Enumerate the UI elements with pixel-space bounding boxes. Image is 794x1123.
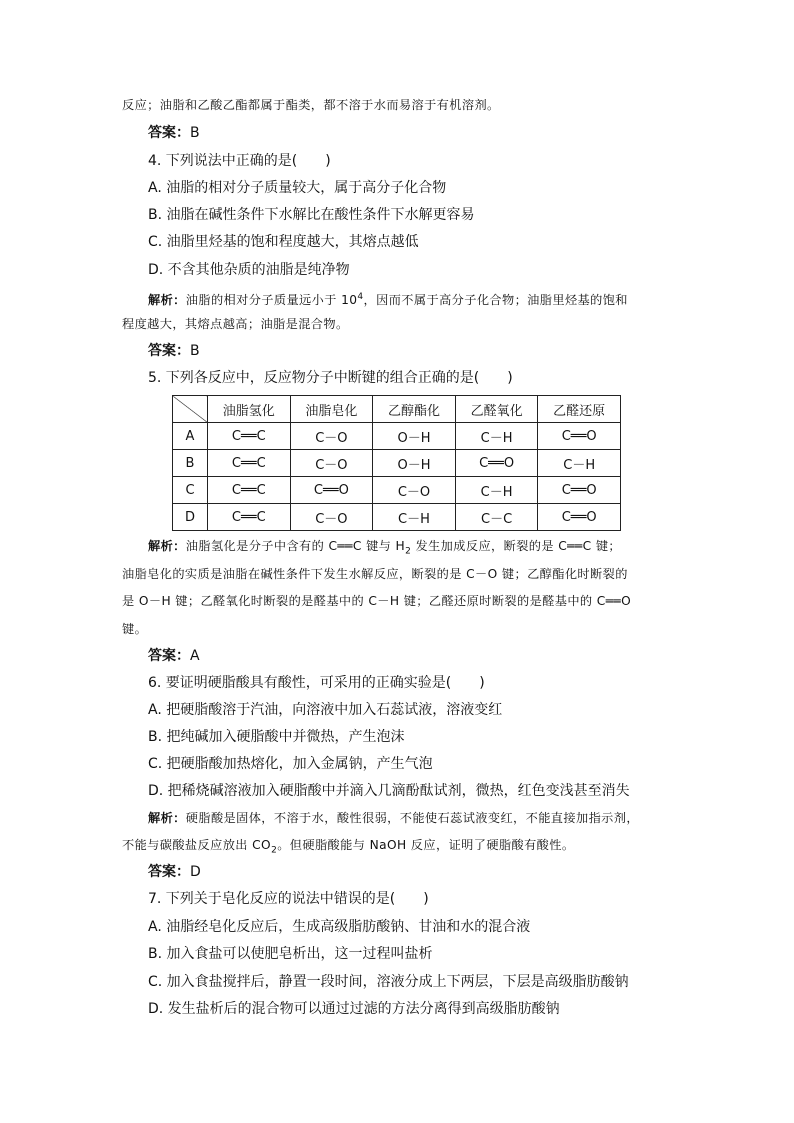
q5-analysis-text: 发生加成反应，断裂的是 C══C 键； [411,539,621,553]
q6-option-d: D. 把稀烧碱溶液加入硬脂酸中并滴入几滴酚酞试剂，微热，红色变浅甚至消失 [148,783,630,799]
table-cell: C══O [538,504,621,531]
q4-analysis-line1 [148,288,628,309]
answer-value: A [190,648,200,664]
answer-label: 答案： [148,125,190,141]
q4-analysis-sup: 4 [357,292,364,302]
q6-analysis-sub: 2 [271,845,278,856]
table-row [173,477,621,504]
table-cell: C－O [290,423,373,450]
table-header-row [173,396,621,423]
q4-option-d: D. 不含其他杂质的油脂是纯净物 [148,262,350,278]
table-header: 油脂皂化 [290,396,373,423]
answer-value: B [190,343,200,359]
table-cell: C－C [455,504,538,531]
q7-option-d: D. 发生盐析后的混合物可以通过过滤的方法分离得到高级脂肪酸钠 [148,1001,560,1017]
table-corner [173,396,208,423]
q4-answer-line [148,342,200,360]
q5-answer-line [148,647,200,665]
row-label: B [173,450,208,477]
table-header: 乙醇酯化 [373,396,456,423]
table-cell: C－O [290,450,373,477]
table-cell: C══O [538,477,621,504]
q4-option-b: B. 油脂在碱性条件下水解比在酸性条件下水解更容易 [148,207,475,223]
table-cell: C══C [208,504,291,531]
q4-option-c: C. 油脂里烃基的饱和程度越大，其熔点越低 [148,234,419,250]
analysis-label: 解析： [148,811,186,825]
table-cell: C══O [538,423,621,450]
q6-analysis-text: 不能与碳酸盐反应放出 CO [122,838,272,852]
q7-option-b: B. 加入食盐可以使肥皂析出，这一过程叫盐析 [148,946,433,962]
bond-table [172,395,621,531]
q4-analysis-text: ，因而不属于高分子化合物；油脂里烃基的饱和 [363,293,628,308]
q6-analysis-line2 [122,836,574,859]
table-cell: C－H [455,477,538,504]
question-6-stem: 6. 要证明硬脂酸具有酸性，可采用的正确实验是( ) [148,675,485,691]
q6-option-b: B. 把纯碱加入硬脂酸中并微热，产生泡沫 [148,729,405,745]
answer-label: 答案： [148,648,190,664]
table-header: 乙醛氧化 [455,396,538,423]
table-row [173,504,621,531]
analysis-text: 反应；油脂和乙酸乙酯都属于酯类，都不溶于水而易溶于有机溶剂。 [122,98,500,112]
q6-analysis-text: 。但硬脂酸能与 NaOH 反应，证明了硬脂酸有酸性。 [277,838,575,852]
q7-option-a: A. 油脂经皂化反应后，生成高级脂肪酸钠、甘油和水的混合液 [148,919,531,935]
q6-analysis-line1 [148,809,639,827]
table-cell: C══C [208,423,291,450]
answer-value: D [190,864,201,880]
table-cell: C══C [208,477,291,504]
answer-value: B [190,125,200,141]
answer-label: 答案： [148,864,190,880]
q6-option-a: A. 把硬脂酸溶于汽油，向溶液中加入石蕊试液，溶液变红 [148,702,503,718]
row-label: A [173,423,208,450]
table-cell: C－H [373,504,456,531]
table-cell: C－O [290,504,373,531]
question-7-stem: 7. 下列关于皂化反应的说法中错误的是( ) [148,891,429,907]
analysis-label: 解析： [148,539,186,553]
q6-option-c: C. 把硬脂酸加热熔化，加入金属钠，产生气泡 [148,756,433,772]
q5-analysis-line4: 键。 [122,622,148,636]
table-cell: C－O [373,477,456,504]
row-label: C [173,477,208,504]
table-cell: O－H [373,423,456,450]
table-cell: C══O [455,450,538,477]
answer-line [148,124,200,142]
q5-analysis-text: 油脂氢化是分子中含有的 C══C 键与 H [185,539,406,553]
q4-analysis-line2: 程度越大，其熔点越高；油脂是混合物。 [122,317,349,331]
table-header: 乙醛还原 [538,396,621,423]
q4-option-a: A. 油脂的相对分子质量较大，属于高分子化合物 [148,180,447,196]
table-cell: C－H [455,423,538,450]
table-row [173,423,621,450]
table-cell: C－H [538,450,621,477]
q5-analysis-sub: 2 [405,546,412,557]
q5-analysis-line2: 油脂皂化的实质是油脂在碱性条件下发生水解反应，断裂的是 C－O 键；乙醇酯化时断裂的 [122,567,628,581]
question-4-stem: 4. 下列说法中正确的是( ) [148,153,331,169]
row-label: D [173,504,208,531]
q6-analysis-text: 硬脂酸是固体，不溶于水，酸性很弱，不能使石蕊试液变红，不能直接加指示剂， [185,811,639,825]
q7-option-c: C. 加入食盐搅拌后，静置一段时间，溶液分成上下两层，下层是高级脂肪酸钠 [148,974,629,990]
q5-analysis-line3: 是 O－H 键；乙醛氧化时断裂的是醛基中的 C－H 键；乙醛还原时断裂的是醛基中的 C══O [122,594,632,608]
answer-label: 答案： [148,343,190,359]
table-cell: C══C [208,450,291,477]
q5-analysis-line1 [148,537,621,560]
table-cell: O－H [373,450,456,477]
table-header: 油脂氢化 [208,396,291,423]
table-cell: C══O [290,477,373,504]
analysis-label: 解析： [148,293,186,308]
q4-analysis-text: 油脂的相对分子质量远小于 10 [185,293,358,308]
question-5-stem: 5. 下列各反应中，反应物分子中断键的组合正确的是( ) [148,370,513,386]
q6-answer-line [148,863,201,881]
table-row [173,450,621,477]
